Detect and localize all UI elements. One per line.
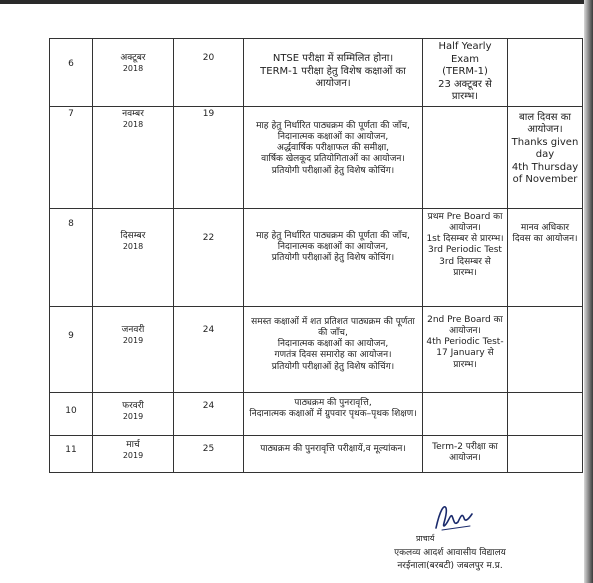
other-events-cell [508,106,583,208]
month-year: 2019 [122,335,144,345]
activity-line: पाठ्यक्रम की पुनरावृत्ति, [294,397,372,408]
event-line: 4th Thursday of November [511,161,579,185]
month-year: 2019 [122,411,144,421]
exam-cell [423,306,508,392]
other-events-cell [508,435,583,472]
activity-line: निदानात्मक कक्षाओं का आयोजन, [277,339,389,349]
scan-edge-right [584,0,593,583]
month-name: अक्टूबर [120,53,146,63]
exam-line: प्रथम Pre Board का आयोजन। [427,211,503,233]
serial-number-cell: 10 [50,392,93,435]
activity-line: प्रतियोगी परीक्षाओं हेतु विशेष कोचिंग। [271,361,395,372]
table-row [50,306,583,392]
school-address: नरईनाला(बरबटी) जबलपुर म.प्र. [397,561,503,571]
working-days-cell: 25 [174,435,244,472]
working-days-cell: 24 [174,392,244,435]
exam-cell [423,208,508,306]
table-row [50,208,583,306]
activity-line: वार्षिक खेलकूद प्रतियोगिताओं का आयोजन। [261,154,405,165]
month-cell [93,435,174,472]
month-name: दिसम्बर [120,230,146,241]
month-cell [93,306,174,392]
activities-cell [244,39,423,107]
month-cell [93,208,174,306]
activities-cell [244,392,423,435]
signature-mark [432,500,476,534]
exam-cell [423,39,508,107]
other-events-cell [508,39,583,107]
month-name: फरवरी [122,400,144,411]
activity-line: प्रतियोगी परीक्षाओं हेतु विशेष कोचिंग। [271,165,395,176]
activities-cell [244,106,423,208]
month-year: 2018 [122,64,144,74]
table-row [50,106,583,208]
other-events-cell [508,306,583,392]
exam-line: Term-2 परीक्षा का आयोजन। [432,441,498,463]
month-year: 2018 [122,241,144,251]
activity-line: पाठ्यक्रम की पुनरावृत्ति परीक्षायें,व मूल्यांकन। [260,443,406,454]
exam-line: Half Yearly Exam [438,41,492,65]
serial-number-cell: 11 [50,435,93,472]
activity-line: प्रतियोगी परीक्षाओं हेतु विशेष कोचिंग। [271,253,395,263]
exam-line: 1st दिसम्बर से प्रारम्भ। [426,234,504,244]
exam-line: 4th Periodic Test- 17 January से प्रारम्भ। [426,337,504,370]
scan-edge-top [0,0,593,4]
event-line: Thanks given day [511,136,579,160]
serial-number-cell: 8 [50,208,93,306]
other-events-cell [508,392,583,435]
exam-line: 23 अक्टूबर से प्रारम्भ। [438,78,492,102]
working-days-cell: 20 [174,39,244,107]
activities-cell [244,208,423,306]
table-row [50,392,583,435]
activity-line: अर्द्धवार्षिक परीक्षाफल की समीक्षा, [276,143,390,153]
activity-line: NTSE परीक्षा में सम्मिलित होना। [272,53,394,64]
month-name: नवम्बर [122,108,144,119]
month-cell [93,106,174,208]
activities-cell [244,435,423,472]
activities-cell [244,306,423,392]
event-line: मानव अधिकार दिवस का आयोजन। [512,222,578,244]
activity-line: माह हेतु निर्धारित पाठ्यक्रम की पूर्णता की जाँच, [256,120,410,131]
school-name: एकलव्य आदर्श आवासीय विद्यालय [394,548,506,558]
event-line: बाल दिवस का आयोजन। [519,111,571,135]
exam-line: (TERM-1) [442,66,488,77]
month-year: 2019 [122,450,144,460]
working-days-cell: 19 [174,106,244,208]
signatory-title: प्राचार्य [416,534,435,543]
serial-number-cell: 9 [50,306,93,392]
table-row [50,39,583,107]
table-row [50,435,583,472]
serial-number-cell: 6 [50,39,93,107]
exam-line: 3rd दिसम्बर से प्रारम्भ। [439,256,491,278]
other-events-cell [508,208,583,306]
exam-cell [423,106,508,208]
month-year: 2018 [122,119,144,129]
working-days-cell: 22 [174,208,244,306]
annual-plan-table [49,38,583,473]
month-cell [93,392,174,435]
month-cell [93,39,174,107]
activity-line: समस्त कक्षाओं में शत प्रतिशत पाठ्यक्रम की पूर्णता की जाँच, [251,316,415,338]
table-body [50,39,583,473]
exam-cell [423,435,508,472]
exam-line: 3rd Periodic Test [428,245,502,256]
activity-line: निदानात्मक कक्षाओं में ग्रुपवार पृथक–पृथक शिक्षण। [249,408,417,419]
serial-number-cell: 7 [50,106,93,208]
month-name: जनवरी [121,324,145,335]
exam-line: 2nd Pre Board का आयोजन। [427,314,503,336]
working-days-cell: 24 [174,306,244,392]
activity-line: गणतंत्र दिवस समारोह का आयोजन। [274,350,392,361]
exam-cell [423,392,508,435]
activity-line: निदानात्मक कक्षाओं का आयोजन, [277,131,389,142]
month-name: मार्च [126,439,140,450]
activity-line: माह हेतु निर्धारित पाठ्यक्रम की पूर्णता की जाँच, [256,230,410,241]
activity-line: निदानात्मक कक्षाओं का आयोजन, [277,241,389,252]
activity-line: TERM-1 परीक्षा हेतु विशेष कक्षाओं का आयोजन। [260,65,406,89]
